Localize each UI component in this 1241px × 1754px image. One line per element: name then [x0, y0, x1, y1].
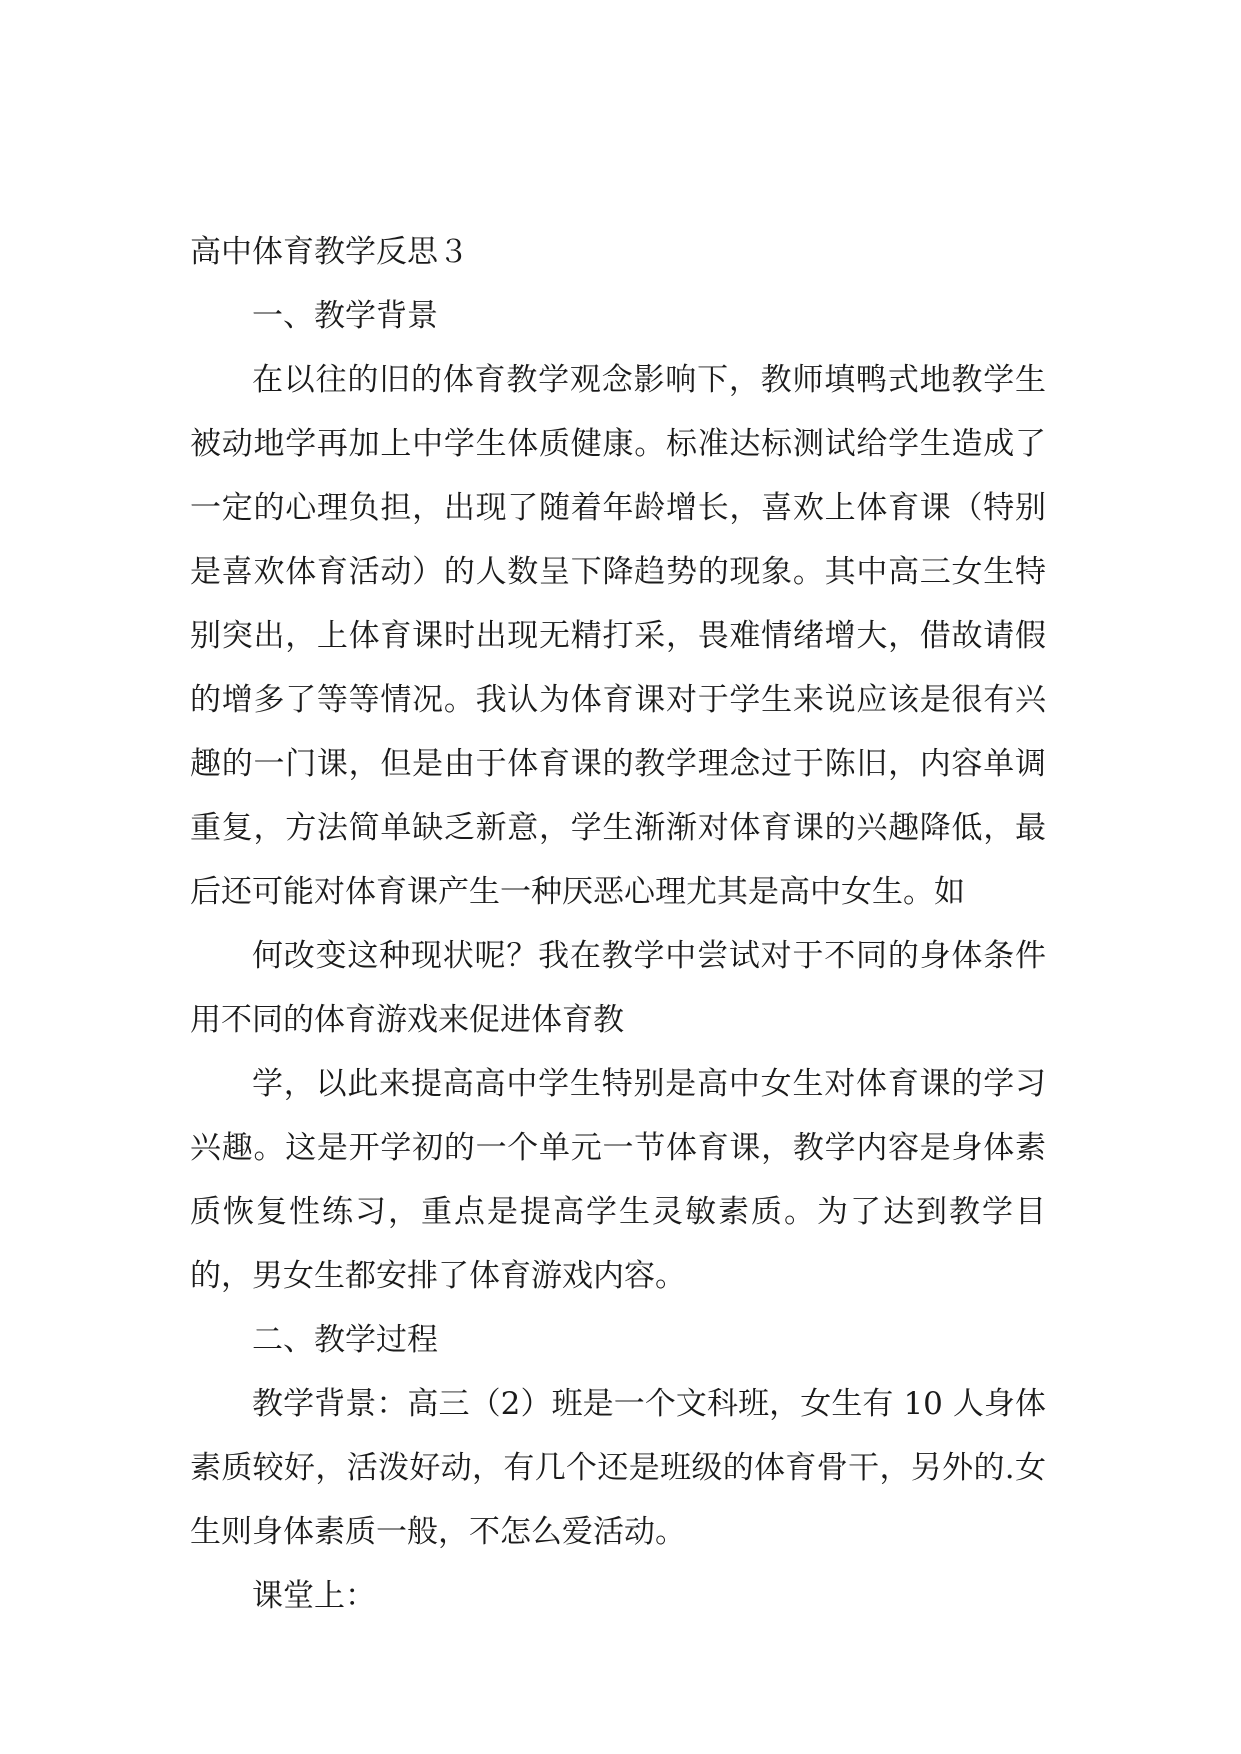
section-heading-background: 一、教学背景: [252, 298, 438, 334]
paragraph: 何改变这种现状呢？我在教学中尝试对于不同的身体条件用不同的体育游戏来促进体育教: [190, 938, 1046, 1038]
paragraph: 在以往的旧的体育教学观念影响下，教师填鸭式地教学生被动地学再加上中学生体质健康。标准达标测试给学生造成了一定的心理负担，出现了随着年龄增长，喜欢上体育课（特别是喜欢体育活动）的人数呈下降趋势的现象。其中高三女生特别突出，上体育课时出现无精打采，畏难情绪增大，借故请假的增多了等等情况。我认为体育课对于学生来说应该是很有兴趣的一门课，但是由于体育课的教学理念过于陈旧，内容单调重复，方法简单缺乏新意，学生渐渐对体育课的兴趣降低，最后还可能对体育课产生一种厌恶心理尤其是高中女生。如: [190, 362, 1046, 910]
section-heading-process: 二、教学过程: [252, 1322, 438, 1358]
document-body: [190, 220, 1046, 1628]
paragraph: 学，以此来提高高中学生特别是高中女生对体育课的学习兴趣。这是开学初的一个单元一节体育课，教学内容是身体素质恢复性练习，重点是提高学生灵敏素质。为了达到教学目的，男女生都安排了体育游戏内容。: [190, 1066, 1046, 1294]
document-title: 高中体育教学反思３: [190, 234, 469, 270]
paragraph: 教学背景：高三（2）班是一个文科班，女生有 10 人身体素质较好，活泼好动，有几个还是班级的体育骨干，另外的.女生则身体素质一般，不怎么爱活动。: [190, 1386, 1046, 1550]
paragraph: 课堂上：: [252, 1578, 376, 1614]
